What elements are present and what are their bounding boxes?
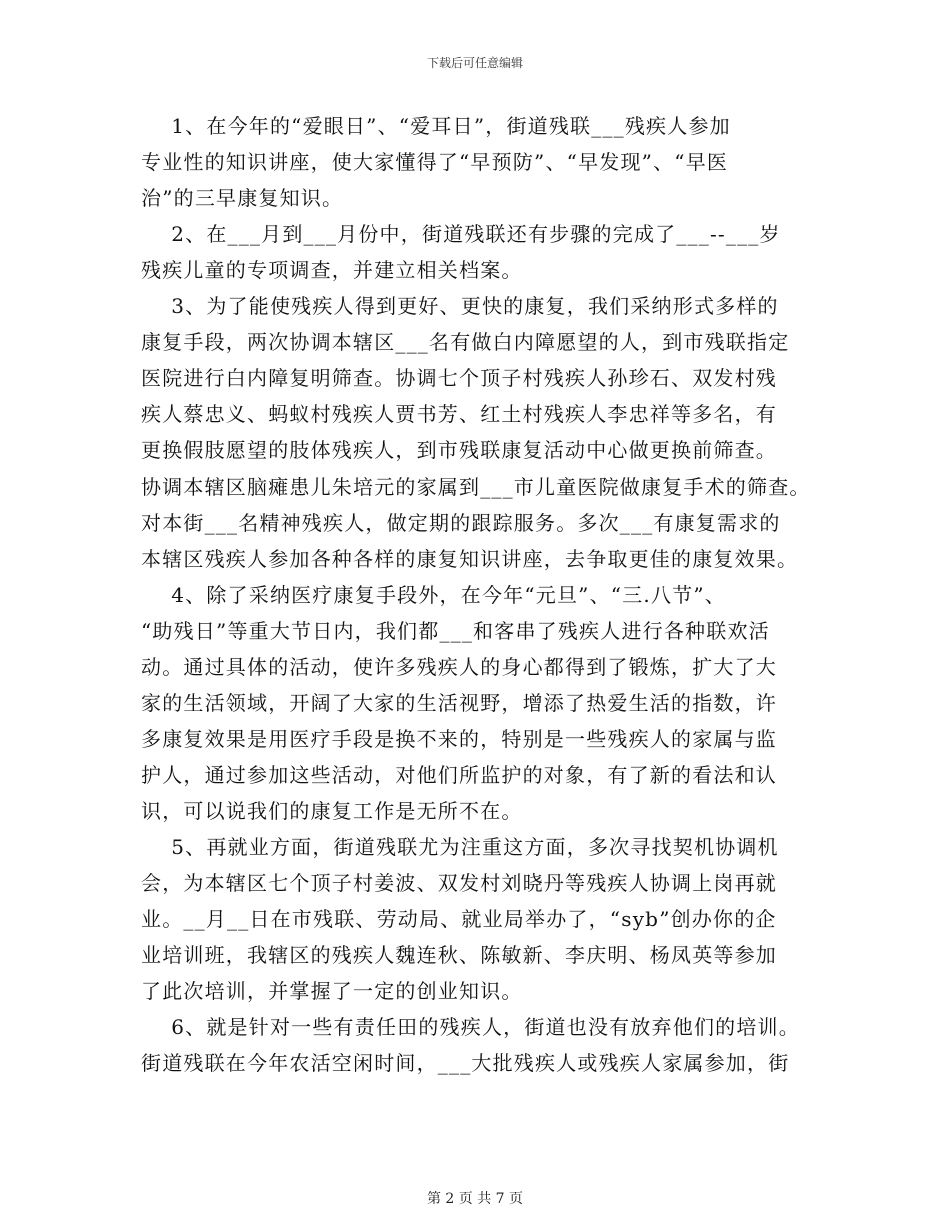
text-line: 5、再就业方面，街道残联尤为注重这方面，多次寻找契机协调机	[141, 835, 779, 859]
text-line: 治”的三早康复知识。	[141, 186, 344, 210]
text-line: 护人，通过参加这些活动，对他们所监护的对象，有了新的看法和认	[141, 763, 777, 787]
text-line: 更换假肢愿望的肢体残疾人，到市残联康复活动中心做更换前筛查。	[141, 438, 777, 462]
text-line: 动。通过具体的活动，使许多残疾人的身心都得到了锻炼，扩大了大	[141, 655, 777, 679]
text-line: 识，可以说我们的康复工作是无所不在。	[141, 799, 523, 823]
text-line: 4、除了采纳医疗康复手段外，在今年“元旦”、“三.八节”、	[141, 583, 727, 607]
text-line: “助残日”等重大节日内，我们都___和客串了残疾人进行各种联欢活	[141, 619, 770, 643]
text-line: 多康复效果是用医疗手段是换不来的，特别是一些残疾人的家属与监	[141, 727, 777, 751]
page-header: 下载后可任意编辑	[426, 56, 523, 70]
text-line: 了此次培训，并掌握了一定的创业知识。	[141, 979, 523, 1003]
text-line: 疾人蔡忠义、蚂蚁村残疾人贾书芳、红土村残疾人李忠祥等多名，有	[141, 402, 777, 426]
text-line: 对本街___名精神残疾人，做定期的跟踪服务。多次___有康复需求的	[141, 511, 781, 535]
page-footer: 第 2 页 共 7 页	[426, 1191, 524, 1207]
text-line: 街道残联在今年农活空闲时间，___大批残疾人或残疾人家属参加，街	[141, 1051, 790, 1075]
text-line: 医院进行白内障复明筛查。协调七个顶子村残疾人孙珍石、双发村残	[141, 366, 777, 390]
text-line: 家的生活领域，开阔了大家的生活视野，增添了热爱生活的指数，许	[141, 691, 777, 715]
text-line: 会，为本辖区七个顶子村姜波、双发村刘晓丹等残疾人协调上岗再就	[141, 871, 777, 895]
text-line: 3、为了能使残疾人得到更好、更快的康复，我们采纳形式多样的	[141, 294, 779, 318]
text-line: 专业性的知识讲座，使大家懂得了“早预防”、“早发现”、“早医	[141, 150, 729, 174]
text-line: 协调本辖区脑瘫患儿朱培元的家属到___市儿童医院做康复手术的筛查。	[141, 475, 811, 499]
text-line: 2、在___月到___月份中，街道残联还有步骤的完成了___--___岁	[141, 222, 781, 246]
text-line: 康复手段，两次协调本辖区___名有做白内障愿望的人，到市残联指定	[141, 330, 790, 354]
text-line: 本辖区残疾人参加各种各样的康复知识讲座，去争取更佳的康复效果。	[141, 547, 799, 571]
text-line: 1、在今年的“爱眼日”、“爱耳日”，街道残联___残疾人参加	[141, 114, 731, 138]
text-line: 6、就是针对一些有责任田的残疾人，街道也没有放弃他们的培训。	[141, 1015, 800, 1039]
text-line: 业培训班，我辖区的残疾人魏连秋、陈敏新、李庆明、杨凤英等参加	[141, 943, 777, 967]
text-line: 业。__月__日在市残联、劳动局、就业局举办了，“syb”创办你的企	[141, 907, 777, 931]
text-line: 残疾儿童的专项调查，并建立相关档案。	[141, 258, 523, 282]
